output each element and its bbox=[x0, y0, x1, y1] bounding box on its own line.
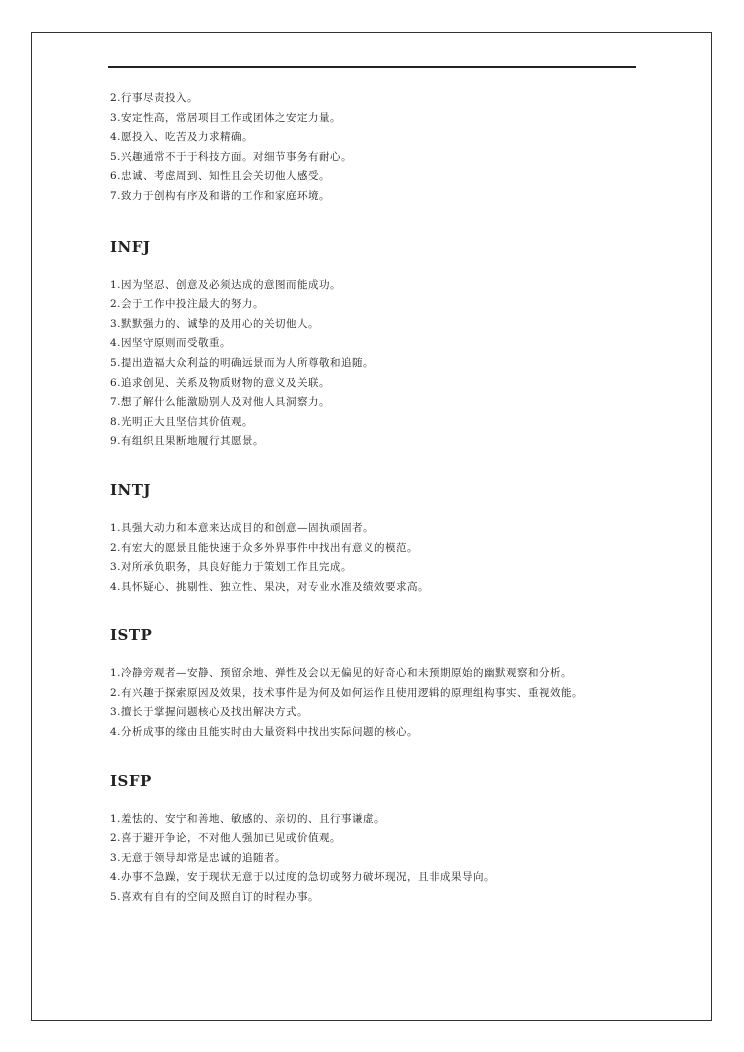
list-item: 3.对所承负职务，具良好能力于策划工作且完成。 bbox=[110, 561, 353, 574]
list-item: 3.默默强力的、诚挚的及用心的关切他人。 bbox=[110, 317, 320, 330]
header-rule bbox=[108, 66, 636, 68]
list-item: 1.冷静旁观者—安静、预留余地、弹性及会以无偏见的好奇心和未预期原始的幽默观察和分析。 bbox=[110, 667, 573, 680]
list-item: 4.愿投入、吃苦及力求精确。 bbox=[110, 131, 254, 144]
intj-list bbox=[110, 519, 680, 597]
list-item: 5.喜欢有自有的空间及照自订的时程办事。 bbox=[110, 891, 320, 904]
list-item: 2.会于工作中投注最大的努力。 bbox=[110, 298, 265, 311]
infj-list bbox=[110, 276, 680, 452]
list-item: 1.羞怯的、安宁和善地、敏感的、亲切的、且行事谦虚。 bbox=[110, 812, 386, 825]
list-item: 6.追求创见、关系及物质财物的意义及关联。 bbox=[110, 376, 331, 389]
istp-list bbox=[110, 664, 680, 742]
list-item: 3.擅长于掌握问题核心及找出解决方式。 bbox=[110, 706, 309, 719]
list-item: 4.具怀疑心、挑剔性、独立性、果决，对专业水准及绩效要求高。 bbox=[110, 580, 430, 593]
list-item: 4.分析成事的缘由且能实时由大量资料中找出实际问题的核心。 bbox=[110, 726, 419, 739]
section-heading-istp: ISTP bbox=[110, 626, 153, 645]
list-item: 7.想了解什么能激励别人及对他人具洞察力。 bbox=[110, 396, 331, 409]
list-item: 3.安定性高，常居项目工作或团体之安定力量。 bbox=[110, 111, 342, 124]
list-item: 7.致力于创构有序及和谐的工作和家庭环境。 bbox=[110, 189, 331, 202]
list-item: 5.兴趣通常不于于科技方面。对细节事务有耐心。 bbox=[110, 150, 353, 163]
list-item: 2.有兴趣于探索原因及效果，技术事件是为何及如何运作且使用逻辑的原理组构事实、重视效能。 bbox=[110, 686, 584, 699]
intro-list bbox=[110, 89, 680, 207]
section-heading-isfp: ISFP bbox=[110, 771, 152, 790]
list-item: 4.办事不急躁，安于现状无意于以过度的急切或努力破坏现况，且非成果导向。 bbox=[110, 871, 496, 884]
list-item: 6.忠诚、考虑周到、知性且会关切他人感受。 bbox=[110, 170, 331, 183]
list-item: 4.因坚守原则而受敬重。 bbox=[110, 337, 232, 350]
list-item: 8.光明正大且坚信其价值观。 bbox=[110, 415, 254, 428]
list-item: 5.提出造福大众利益的明确远景而为人所尊敬和追随。 bbox=[110, 356, 375, 369]
isfp-list bbox=[110, 810, 680, 908]
list-item: 1.具强大动力和本意来达成目的和创意—固执顽固者。 bbox=[110, 521, 375, 534]
list-item: 2.行事尽责投入。 bbox=[110, 92, 199, 104]
document-body bbox=[110, 89, 680, 908]
section-heading-infj: INFJ bbox=[110, 237, 151, 256]
list-item: 1.因为坚忍、创意及必须达成的意图而能成功。 bbox=[110, 278, 342, 291]
list-item: 9.有组织且果断地履行其愿景。 bbox=[110, 435, 265, 448]
list-item: 3.无意于领导却常是忠诚的追随者。 bbox=[110, 851, 287, 864]
list-item: 2.有宏大的愿景且能快速于众多外界事件中找出有意义的模范。 bbox=[110, 541, 419, 554]
list-item: 2.喜于避开争论，不对他人强加已见或价值观。 bbox=[110, 832, 342, 845]
section-heading-intj: INTJ bbox=[110, 480, 151, 499]
